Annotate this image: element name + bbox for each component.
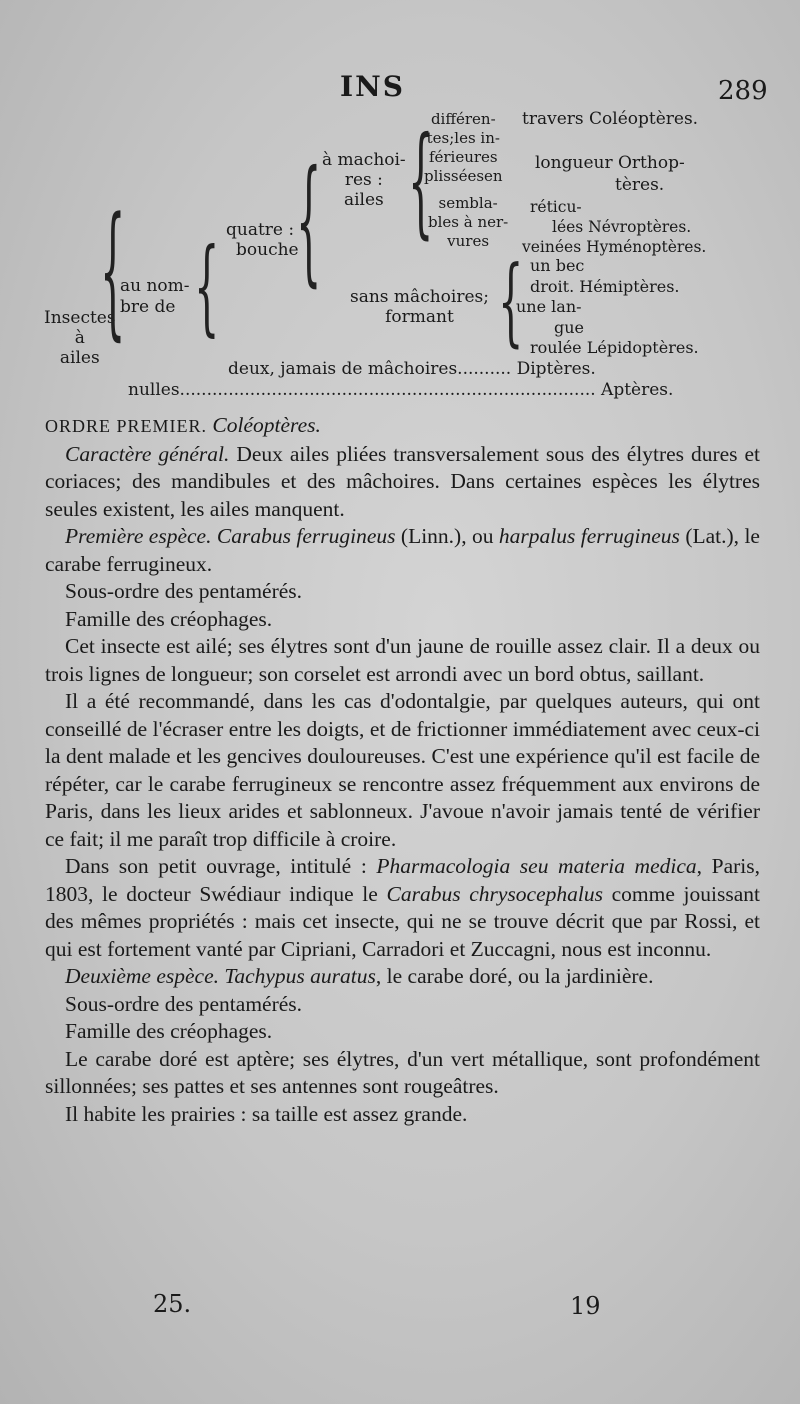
species2-label: Deuxième espèce. Tachypus auratus <box>65 964 376 988</box>
swediaur-paragraph: Dans son petit ouvrage, intitulé : Pharmacologia seu materia medica, Paris, 1803, le docteur Swédiaur indique le Carabus chrysocephalus comme jouissant des mêmes propriétés : mais cet insecte, qui ne se trouve décrit que par Rossi, et qui est fortement vanté par Cipriani, Carradori et Zuccagni, nous est inconnu. <box>45 854 760 961</box>
root-label: Insectes à ailes <box>44 308 116 368</box>
order-hemi-lepido: un bec droit. Hémiptères. une lan- gue roulée Lépidoptères. <box>516 256 699 357</box>
description-2: Le carabe doré est aptère; ses élytres, d'un vert métallique, sont profondément sillonnées; ses pattes et ses antennes sont rougeâtres. <box>45 1046 760 1098</box>
brace-icon: { <box>194 228 220 348</box>
four-wings-label: quatre : bouche <box>226 220 299 260</box>
page-number: 289 <box>718 76 768 106</box>
order-coleopteres: travers Coléoptères. <box>522 109 699 129</box>
running-title: INS <box>340 70 405 103</box>
order-orthopteres: longueur Orthop- tères. <box>535 153 685 195</box>
description-1: Cet insecte est ailé; ses élytres sont d'un jaune de rouille assez clair. Il a deux ou trois lignes de longueur; son corselet est arrondi avec un bord obtus, saillant. <box>45 634 760 686</box>
species1-end: (Lat.), le carabe ferrugineux. <box>45 524 760 576</box>
brace-icon: { <box>100 190 126 356</box>
medical-use: Il a été recommandé, dans les cas d'odontalgie, par quelques auteurs, qui ont conseillé de l'écraser entre les doigts, et de frictionner immédiatement avec ceux-ci la dent malade et les gencives douloureuses. C'est une expérience qu'il est facile de répéter, car le carabe ferrugineux se rencontre assez fréquemment aux environs de Paris, dans les lieux arides et sablonneux. J'avoue n'avoir jamais tenté de vérifier ce fait; il me paraît trop difficile à croire. <box>45 689 760 851</box>
order-name: Coléoptères. <box>212 413 321 437</box>
brace-icon: { <box>498 247 524 359</box>
suborder-1: Sous-ordre des pentamérés. <box>65 579 303 603</box>
wings-similar: sembla- bles à ner- vures <box>428 194 509 250</box>
habitat: Il habite les prairies : sa taille est assez grande. <box>65 1101 468 1126</box>
wings-different: différen- tes;les in- férieures plisséesen <box>424 110 503 185</box>
species2-end: , le carabe doré, ou la jardinière. <box>375 964 654 988</box>
species1-synonym: harpalus ferrugineus <box>498 524 680 548</box>
char-label: Caractère général. <box>65 441 230 466</box>
order-label: ORDRE PREMIER. <box>45 416 208 436</box>
no-jaws-label: sans mâchoires; formant <box>350 287 489 327</box>
family-1: Famille des créophages. <box>65 606 273 631</box>
order-apteres: nulles............................................................................. Aptères. <box>128 380 674 400</box>
family-2: Famille des créophages. <box>65 1019 273 1043</box>
suborder-2: Sous-ordre des pentamérés. <box>65 991 303 1016</box>
sheet-number: 19 <box>570 1292 601 1320</box>
species1-mid: (Linn.), ou <box>395 524 499 548</box>
char-body: Deux ailes pliées transversalement sous des élytres dures et coriaces; des mandibules et des mâchoires. Dans certaines espèces les élytres seules existent, les ailes manquent. <box>45 441 760 521</box>
order-nevro-hymeno: réticu- lées Névroptères. veinées Hyménoptères. <box>522 198 707 256</box>
brace-icon: { <box>408 114 434 252</box>
order-dipteres: deux, jamais de mâchoires.......... Diptères. <box>228 359 596 379</box>
jaws-label: à machoi- res : ailes <box>322 150 406 210</box>
species1-label: Première espèce. Carabus ferrugineus <box>65 524 396 548</box>
signature-mark: 25. <box>153 1290 192 1318</box>
brace-icon: { <box>296 144 322 302</box>
count-label: au nom- bre de <box>120 276 190 317</box>
article-body <box>45 412 760 1128</box>
